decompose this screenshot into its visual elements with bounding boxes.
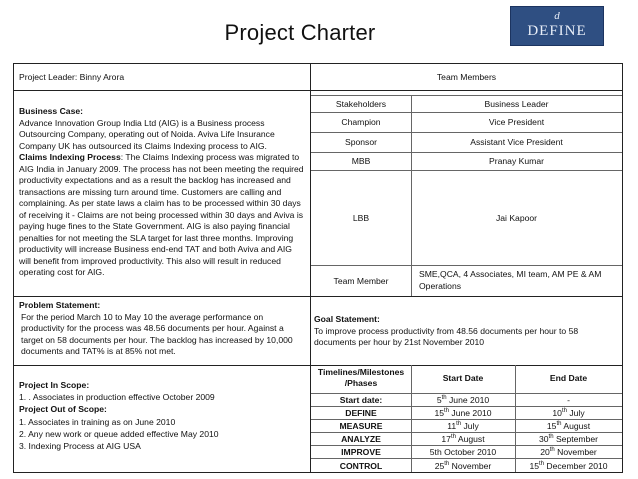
role-name: Jai Kapoor	[495, 213, 538, 223]
phase-end: 10th July	[552, 408, 585, 418]
role-row	[311, 152, 622, 170]
out-scope-item: 1. Associates in training as on June 2010	[19, 416, 176, 427]
end-date-header: End Date	[549, 373, 588, 383]
goal-heading: Goal Statement:	[314, 314, 380, 324]
phase-start: 5th June 2010	[436, 395, 490, 405]
team-roles-table	[311, 90, 622, 296]
timeline-row	[311, 419, 622, 432]
role-label: Stakeholders	[335, 99, 387, 109]
project-leader: Project Leader: Binny Arora	[19, 72, 125, 82]
phase-start: 5th October 2010	[429, 447, 497, 457]
phase-end: 30th September	[538, 434, 598, 444]
role-label: Champion	[341, 117, 381, 127]
start-date-header: Start Date	[442, 373, 484, 383]
out-scope-heading: Project Out of Scope:	[19, 404, 107, 415]
phase-name: DEFINE	[345, 408, 377, 418]
role-row	[311, 112, 622, 132]
phase-name: CONTROL	[339, 461, 383, 471]
phase-end: 15th August	[546, 421, 591, 431]
badge-letter: d	[554, 10, 560, 22]
business-case	[19, 106, 306, 279]
in-scope-heading: Project In Scope:	[19, 380, 90, 390]
phase-column-header: Timelines/Milestones /Phases	[317, 367, 405, 388]
role-row	[311, 170, 622, 265]
phase-end: -	[567, 395, 570, 405]
role-name: Business Leader	[484, 99, 549, 109]
phase-start: 17th August	[441, 434, 485, 444]
business-case-heading: Business Case:	[19, 106, 84, 116]
phase-start: 11th July	[447, 421, 479, 431]
timeline-row	[311, 458, 622, 472]
role-row	[311, 265, 622, 296]
badge-word: DEFINE	[527, 23, 587, 39]
timeline-row	[311, 393, 622, 406]
timeline-row	[311, 445, 622, 458]
timeline-row	[311, 432, 622, 445]
out-scope-item: 2. Any new work or queue added effective May 2010	[19, 428, 219, 439]
role-name: Vice President	[488, 117, 545, 127]
role-name: SME,QCA, 4 Associates, MI team, AM PE & AM Operations	[419, 269, 602, 291]
phase-name: Start date:	[339, 395, 383, 405]
row-divider	[14, 296, 622, 297]
business-case-intro: Advance Innovation Group India Ltd (AIG) is a Business process Outsourcing Company, operating out of Noida. Aviva Life Insurance Company UK has outsourced its Claims Indexing process to AIG.	[19, 117, 275, 151]
charter-table	[13, 63, 623, 473]
role-label: LBB	[352, 213, 370, 223]
problem-text: For the period March 10 to May 10 the average performance on productivity for the process was 48.56 documents per hour. Against a target on 58 documents per hour. The backlog has increased by 10,000 documents and TAT% is at 85% not met.	[21, 311, 293, 356]
phase-name: ANALYZE	[341, 434, 381, 444]
in-scope-item: 1. . Associates in production effective October 2009	[19, 392, 215, 403]
claims-indexing-label: Claims Indexing Process	[19, 152, 121, 162]
define-phase-badge	[510, 6, 604, 46]
problem-statement	[19, 300, 306, 358]
claims-indexing-paragraph	[19, 152, 306, 279]
problem-heading: Problem Statement:	[19, 300, 101, 310]
out-scope-item: 3. Indexing Process at AIG USA	[19, 441, 141, 452]
goal-statement	[314, 314, 614, 349]
role-row	[311, 132, 622, 152]
phase-name: MEASURE	[339, 421, 383, 431]
timeline-header-row	[311, 365, 622, 393]
phase-start: 25th November	[434, 461, 492, 471]
role-label: Sponsor	[344, 137, 377, 147]
role-name: Pranay Kumar	[489, 156, 544, 166]
phase-end: 15th December 2010	[529, 461, 608, 471]
timeline-table	[311, 365, 622, 472]
page-title: Project Charter	[224, 20, 376, 45]
phase-end: 20th November	[540, 447, 597, 457]
project-scope	[19, 379, 306, 452]
team-members-heading: Team Members	[436, 72, 497, 82]
phase-name: IMPROVE	[341, 447, 381, 457]
goal-text: To improve process productivity from 48.56 documents per hour to 58 documents per hour by 21st November 2010	[314, 325, 579, 347]
role-label: Team Member	[333, 276, 389, 286]
timeline-row	[311, 406, 622, 419]
role-label: MBB	[351, 156, 371, 166]
role-name: Assistant Vice President	[470, 137, 563, 147]
phase-start: 15th June 2010	[434, 408, 492, 418]
claims-indexing-text: : The Claims Indexing process was migrated to AIG India in January 2009. The process has not been meeting the required productivity expectations and as a result the backlog has increased and transactions are missing turn around time. Customers are calling and complaining. As per state laws a claim has to be processed within 30 days of receiving it - Claims are not being processed within 30 days and Aviva is paying huge fines to the State Government. AIG is also paying financial penalties for not meeting the SLA target for last three months. Improving productivity will increase Business end-end TAT and both Aviva and AIG will benefit from improved productivity. This also will result in reduced operating cost for AIG.	[19, 152, 304, 277]
role-row	[311, 95, 622, 112]
